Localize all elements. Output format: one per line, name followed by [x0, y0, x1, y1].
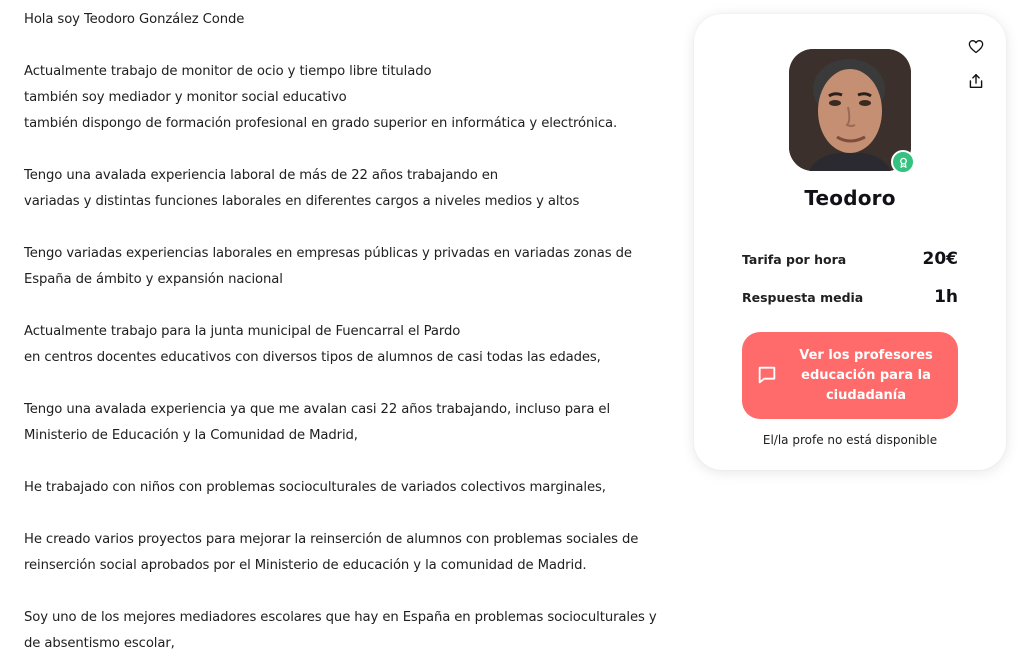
bio-line: también dispongo de formación profesional en grado superior en informática y electrónica. [24, 116, 618, 131]
share-button[interactable] [965, 70, 987, 92]
bio-spacer [24, 33, 684, 59]
bio-line: Hola soy Teodoro González Conde [24, 12, 245, 27]
tutor-card [694, 14, 1006, 470]
bio-line: Ministerio de Educación y la Comunidad de Madrid, [24, 428, 358, 443]
bio-spacer [24, 449, 684, 475]
response-label: Respuesta media [742, 290, 864, 305]
bio-spacer [24, 501, 684, 527]
chat-bubble-icon [756, 364, 778, 386]
favorite-button[interactable] [965, 35, 987, 57]
verified-badge [891, 150, 915, 174]
bio-line: He trabajado con niños con problemas socioculturales de variados colectivos marginales, [24, 480, 606, 495]
bio-line: Tengo una avalada experiencia ya que me avalan casi 22 años trabajando, incluso para el [24, 402, 611, 417]
response-value: 1h [934, 287, 958, 307]
bio-spacer [24, 137, 684, 163]
bio-line: Actualmente trabajo de monitor de ocio y tiempo libre titulado [24, 64, 432, 79]
see-teachers-label: Ver los profesores educación para la ciudadanía [799, 348, 933, 403]
bio-spacer [24, 371, 684, 397]
bio-line: en centros docentes educativos con diversos tipos de alumnos de casi todas las edades, [24, 350, 601, 365]
bio-line: reinserción social aprobados por el Ministerio de educación y la comunidad de Madrid. [24, 558, 587, 573]
bio-line: España de ámbito y expansión nacional [24, 272, 283, 287]
tutor-bio [24, 7, 684, 657]
bio-line: Soy uno de los mejores mediadores escolares que hay en España en problemas socioculturales y [24, 610, 657, 625]
bio-spacer [24, 215, 684, 241]
bio-line: Tengo una avalada experiencia laboral de más de 22 años trabajando en [24, 168, 499, 183]
rate-label: Tarifa por hora [742, 252, 847, 267]
bio-line: He creado varios proyectos para mejorar la reinserción de alumnos con problemas sociales de [24, 532, 639, 547]
share-icon [969, 73, 983, 89]
tutor-name: Teodoro [804, 186, 896, 210]
availability-note: El/la profe no está disponible [762, 433, 938, 447]
bio-line: Actualmente trabajo para la junta municipal de Fuencarral el Pardo [24, 324, 461, 339]
rate-value: 20€ [922, 249, 958, 269]
bio-line: de absentismo escolar, [24, 636, 175, 651]
bio-line: variadas y distintas funciones laborales en diferentes cargos a niveles medios y altos [24, 194, 580, 209]
see-teachers-button[interactable] [742, 332, 958, 419]
tutor-photo [789, 49, 911, 171]
bio-line: también soy mediador y monitor social educativo [24, 90, 347, 105]
avatar [789, 49, 911, 171]
bio-spacer [24, 579, 684, 605]
verified-badge-icon [898, 157, 909, 168]
bio-spacer [24, 293, 684, 319]
heart-icon [968, 39, 984, 54]
bio-line: Tengo variadas experiencias laborales en empresas públicas y privadas en variadas zonas de [24, 246, 632, 261]
